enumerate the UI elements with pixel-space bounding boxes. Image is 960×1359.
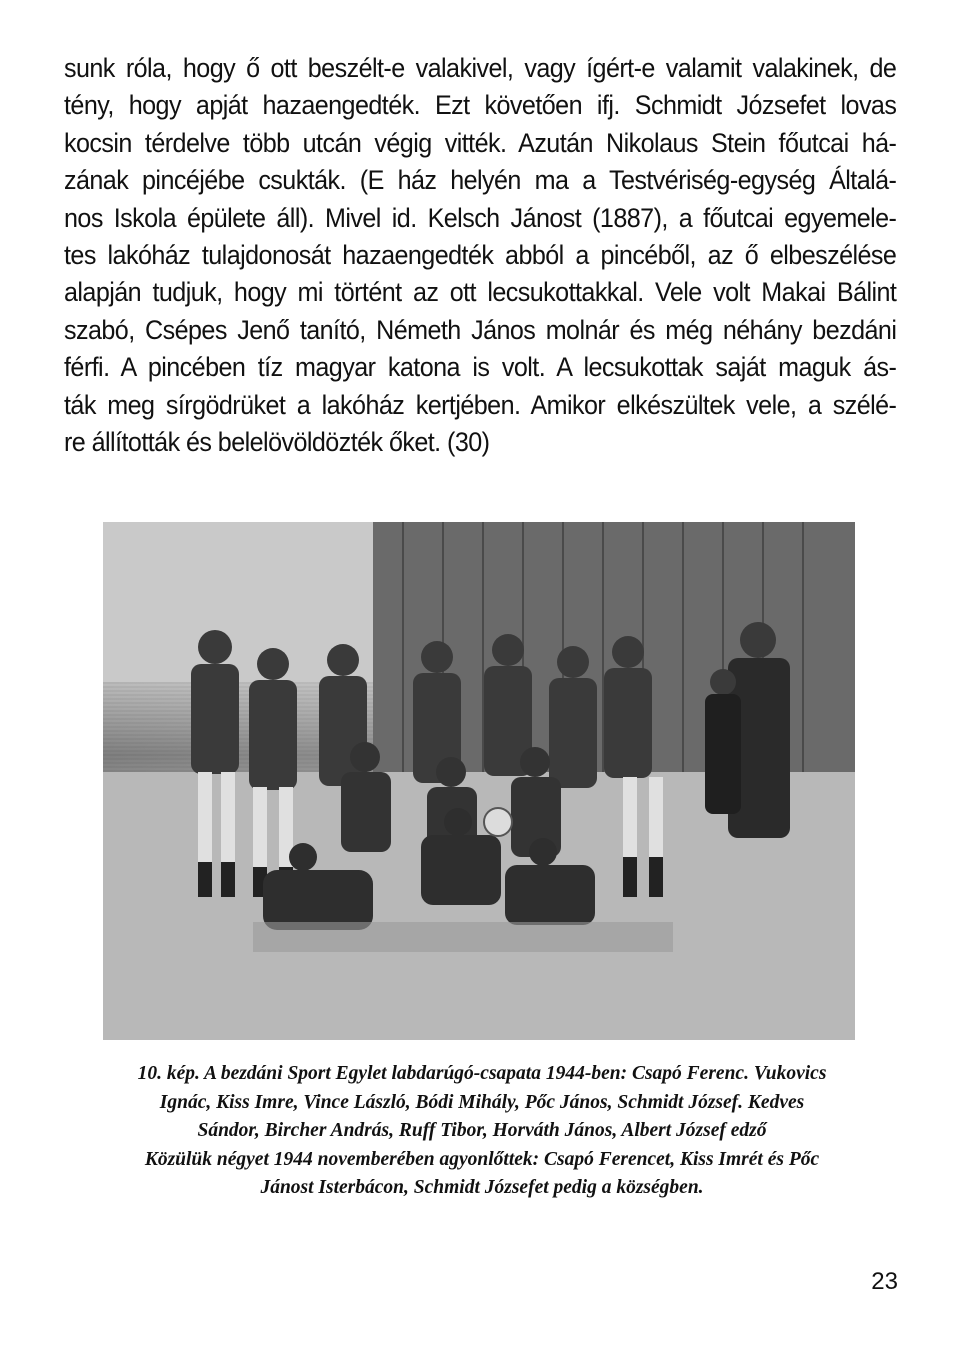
- body-line: szabó, Csépes Jenő tanító, Németh János molnár és még néhány bezdáni: [64, 314, 897, 345]
- body-line: kocsin térdelve több utcán végig vitték. Azután Nikolaus Stein főutcai há-: [64, 127, 897, 158]
- body-line: tes lakóház tulajdonosát hazaengedték abból a pincéből, az ő elbeszélése: [64, 240, 897, 271]
- body-line: sunk róla, hogy ő ott beszélt-e valakivel, vagy ígért-e valamit valakinek, de: [64, 53, 897, 83]
- body-line: férfi. A pincében tíz magyar katona is volt. A lecsukottak saját maguk ás-: [64, 352, 897, 383]
- caption-line: Sándor, Bircher András, Ruff Tibor, Horváth János, Albert József edző: [197, 1120, 767, 1141]
- body-line: zának pincéjébe csukták. (E ház helyén ma a Testvériség-egység Általá-: [64, 165, 897, 196]
- body-line: re állították és belelövöldözték őket. (30): [64, 427, 490, 458]
- caption-line: Közülük négyet 1944 novemberében agyonlőttek: Csapó Ferencet, Kiss Imrét és Pőc: [144, 1148, 820, 1170]
- figure-caption: [72, 1060, 892, 1203]
- caption-line: Jánost Isterbácon, Schmidt Józsefet pedig a községben.: [260, 1177, 704, 1198]
- body-line: tény, hogy apját hazaengedték. Ezt követően ifj. Schmidt Józsefet lovas: [64, 90, 897, 121]
- team-photo-drawing: [103, 522, 855, 1040]
- body-line: nos Iskola épülete áll). Mivel id. Kelsch Jánost (1887), a főutcai egyemele-: [64, 202, 897, 233]
- page-number: 23: [871, 1268, 898, 1295]
- caption-line: 10. kép. A bezdáni Sport Egylet labdarúgó-csapata 1944-ben: Csapó Ferenc. Vukovics: [137, 1063, 827, 1084]
- body-line: ták meg sírgödrüket a lakóház kertjében. Amikor elkészültek vele, a szélé-: [64, 389, 897, 420]
- team-photo: [103, 522, 855, 1040]
- body-line: alapján tudjuk, hogy mi történt az ott lecsukottakkal. Vele volt Makai Bálint: [64, 277, 897, 308]
- body-text: [64, 50, 896, 461]
- caption-line: Ignác, Kiss Imre, Vince László, Bódi Mihály, Pőc János, Schmidt József. Kedves: [159, 1091, 805, 1113]
